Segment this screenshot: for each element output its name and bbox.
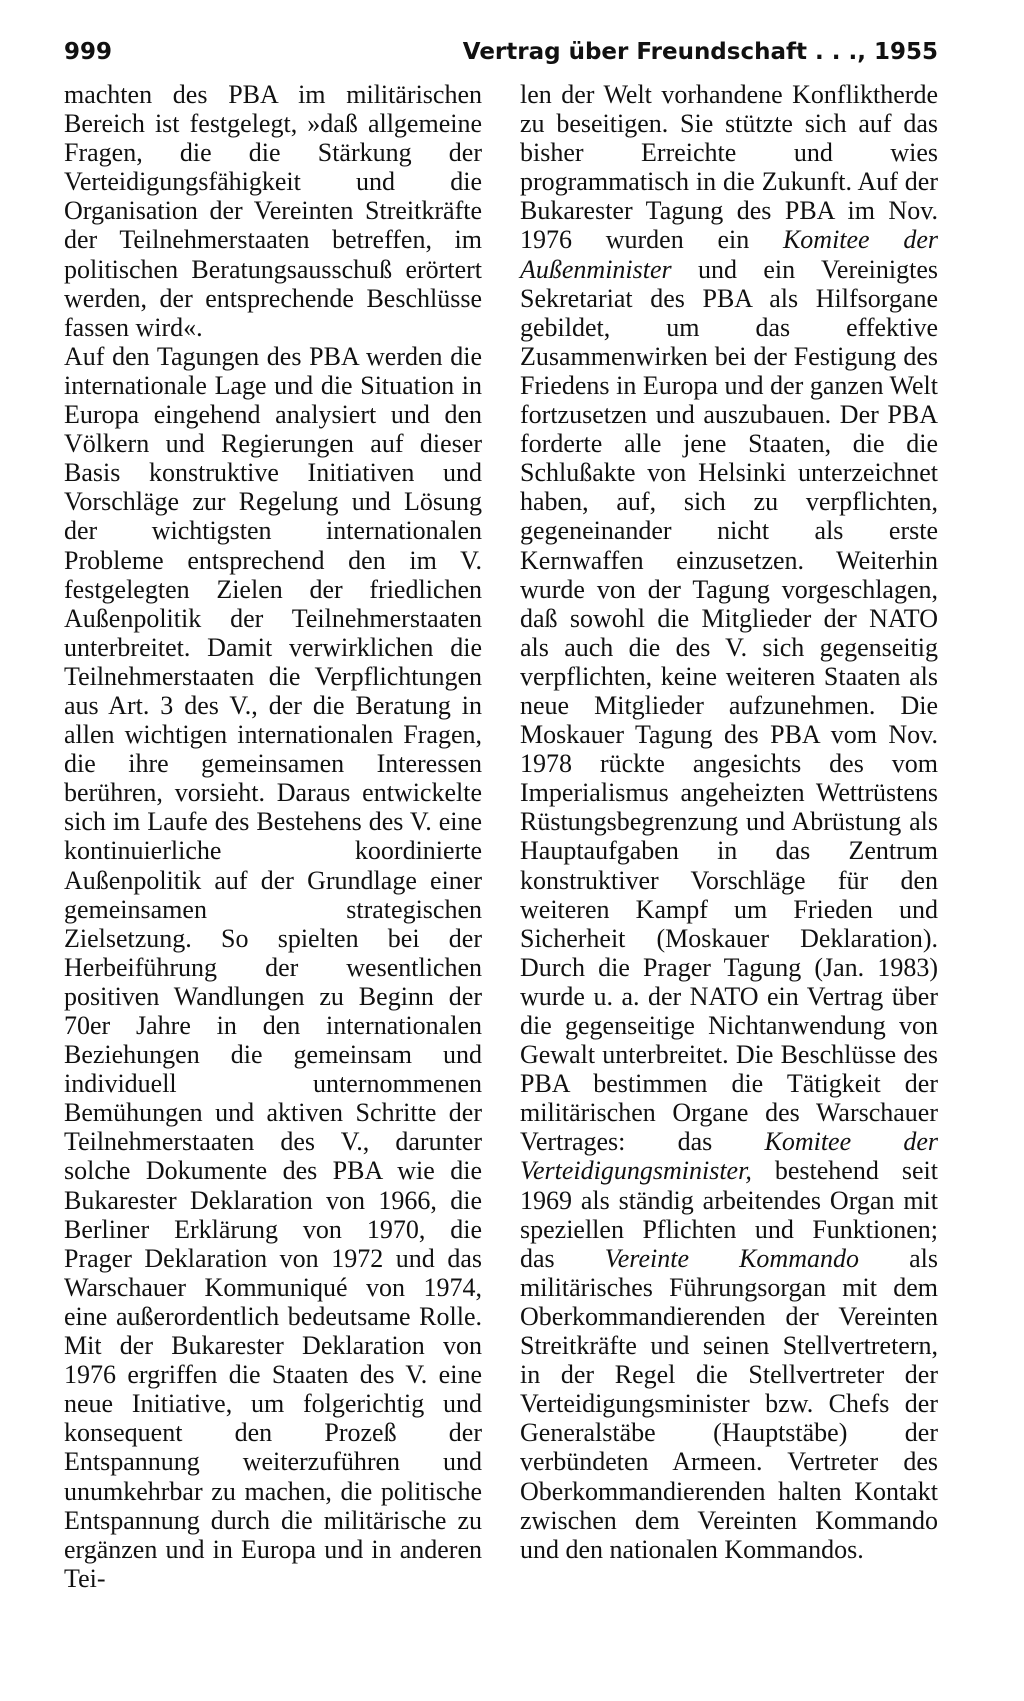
italic-term-vereinte-kommando: Vereinte Kommando xyxy=(604,1243,859,1273)
left-paragraph-1: machten des PBA im militärischen Bereich ist festgelegt, »daß allgemeine Fragen, die die Stärkung der Verteidigungsfähigkeit und die Organisation der Vereinten Streitkräfte der Teilnehmerstaaten betreffen, im politischen Beratungsausschuß erörtert werden, der entsprechende Beschlüsse fassen wird«. xyxy=(64,80,482,342)
page-header xyxy=(64,34,938,70)
right-column xyxy=(520,80,938,1564)
left-paragraph-2: Auf den Tagungen des PBA werden die internationale Lage und die Situation in Europa eingehend analysiert und den Völkern und Regierungen auf dieser Basis konstruktive Initiativen und Vorschläge zur Regelung und Lösung der wichtigsten internationalen Probleme entsprechend den im V. festgelegten Zielen der friedlichen Außenpolitik der Teilnehmerstaaten unterbreitet. Damit verwirklichen die Teilnehmerstaaten die Verpflichtungen aus Art. 3 des V., der die Beratung in allen wichtigen internationalen Fragen, die ihre gemeinsamen Interessen berühren, vorsieht. Daraus entwickelte sich im Laufe des Bestehens des V. eine kontinuierliche koordinierte Außenpolitik auf der Grundlage einer gemeinsamen strategischen Zielsetzung. So spielten bei der Herbeiführung der wesentlichen positiven Wandlungen zu Beginn der 70er Jahre in den internationalen Beziehungen die gemeinsam und individuell unternommenen Bemühungen und aktiven Schritte der Teilnehmerstaaten des V., darunter solche Dokumente des PBA wie die Bukarester Deklaration von 1966, die Berliner Erklärung von 1970, die Prager Deklaration von 1972 und das Warschauer Kommuniqué von 1974, eine außerordentlich bedeutsame Rolle. Mit der Bukarester Deklaration von 1976 ergriffen die Staaten des V. eine neue Initiative, um folgerichtig und konsequent den Prozeß der Entspannung weiterzuführen und unumkehrbar zu machen, die politische Entspannung durch die militärische zu ergänzen und in Europa und in anderen Tei- xyxy=(64,341,482,1593)
right-paragraph-1 xyxy=(520,80,938,1564)
right-text-d: als militärisches Führungsorgan mit dem Oberkommandierenden der Vereinten Streitkräfte und seinen Stellvertretern, in der Regel die Stellvertreter der Verteidigungsminister bzw. Chefs der Generalstäbe (Hauptstäbe) der verbündeten Armeen. Vertreter des Oberkommandierenden halten Kontakt zwischen dem Vereinten Kommando und den nationalen Kommandos. xyxy=(520,1243,938,1564)
running-title: Vertrag über Freundschaft . . ., 1955 xyxy=(462,39,938,65)
right-text-a: len der Welt vorhandene Konfliktherde zu beseitigen. Sie stützte sich auf das bisher Erreichte und wies programmatisch in die Zukunft. Auf der Bukarester Tagung des PBA im Nov. 1976 wurden ein xyxy=(520,80,938,255)
left-column xyxy=(64,80,482,1593)
italic-term-komitee-aussenminister: Komitee der Außenminister xyxy=(520,225,938,284)
right-text-c: bestehend seit 1969 als ständig arbeitendes Organ mit speziellen Pflichten und Funktionen; das xyxy=(520,1156,938,1273)
italic-term-komitee-verteidigungsminister: Komitee der Verteidigungsminister, xyxy=(520,1127,938,1186)
right-text-b: und ein Vereinigtes Sekretariat des PBA als Hilfsorgane gebildet, um das effektive Zusammenwirken bei der Festigung des Friedens in Europa und der ganzen Welt fortzusetzen und auszubauen. Der PBA forderte alle jene Staaten, die die Schlußakte von Helsinki unterzeichnet haben, auf, sich zu verpflichten, gegeneinander nicht als erste Kernwaffen einzusetzen. Weiterhin wurde von der Tagung vorgeschlagen, daß sowohl die Mitglieder der NATO als auch die des V. sich gegenseitig verpflichten, keine weiteren Staaten als neue Mitglieder aufzunehmen. Die Moskauer Tagung des PBA vom Nov. 1978 rückte angesichts des vom Imperialismus angeheizten Wettrüstens Rüstungsbegrenzung und Abrüstung als Hauptaufgaben in das Zentrum konstruktiver Vorschläge für den weiteren Kampf um Frieden und Sicherheit (Moskauer Deklaration). Durch die Prager Tagung (Jan. 1983) wurde u. a. der NATO ein Vertrag über die gegenseitige Nichtanwendung von Gewalt unterbreitet. Die Beschlüsse des PBA bestimmen die Tätigkeit der militärischen Organe des Warschauer Vertrages: das xyxy=(520,254,938,1157)
page-number: 999 xyxy=(64,39,113,65)
